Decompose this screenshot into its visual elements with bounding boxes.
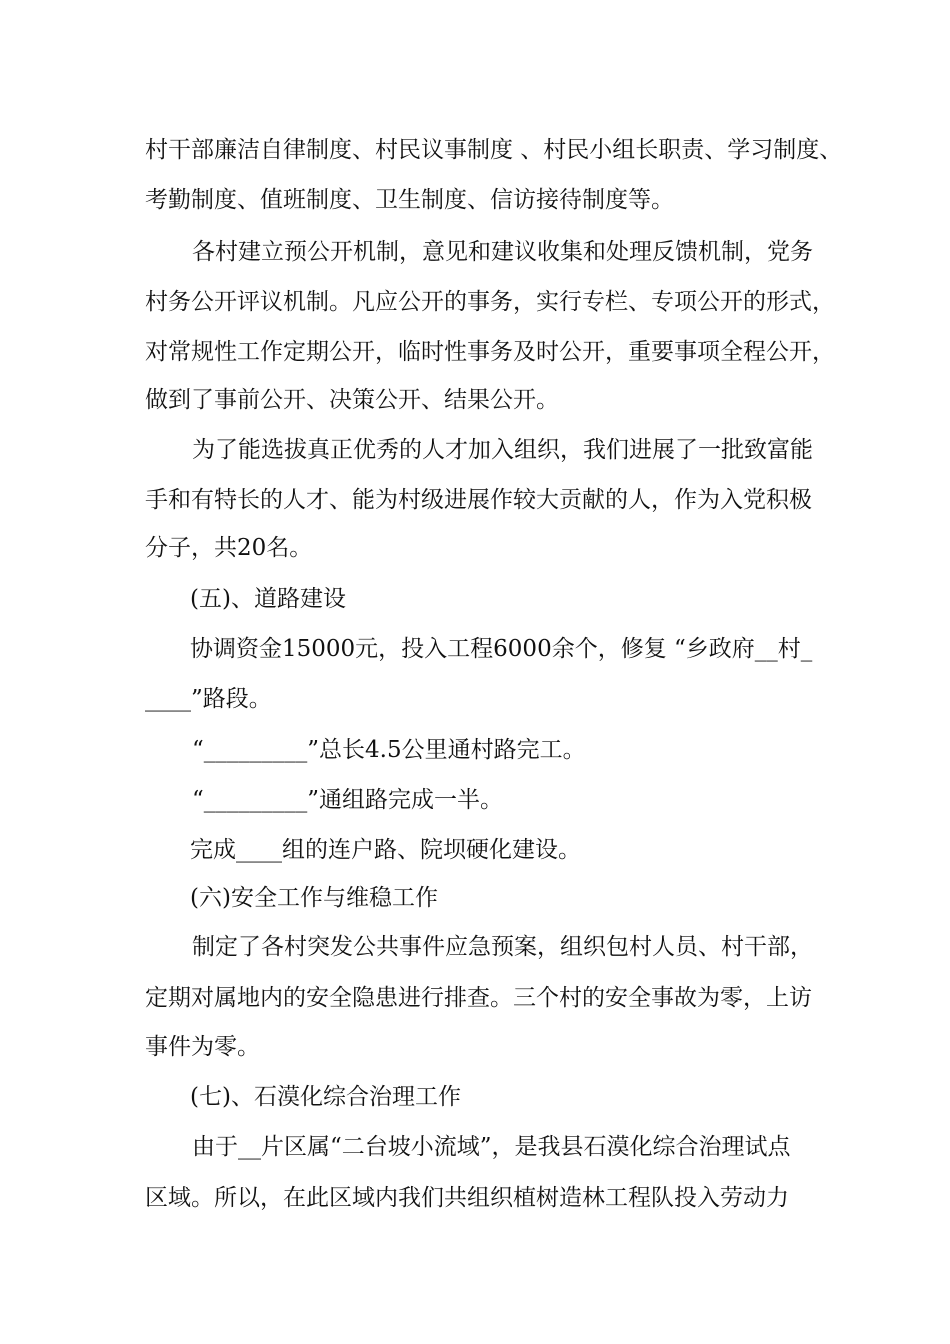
text-line: 制定了各村突发公共事件应急预案，组织包村人员、村干部， [192, 934, 813, 960]
text-line: 各村建立预公开机制，意见和建议收集和处理反馈机制，党务 [192, 239, 813, 265]
text-line: 为了能选拔真正优秀的人才加入组织，我们进展了一批致富能 [192, 437, 813, 463]
text-line: 完成____组的连户路、院坝硬化建设。 [190, 837, 581, 863]
section-heading: (七)、石漠化综合治理工作 [190, 1084, 461, 1110]
text-line: 由于__片区属“二台坡小流域”，是我县石漠化综合治理试点 [192, 1134, 791, 1160]
text-line: 事件为零。 [145, 1034, 260, 1060]
text-line: 考勤制度、值班制度、卫生制度、信访接待制度等。 [145, 187, 674, 213]
text-line: “_________”总长4.5公里通村路完工。 [192, 737, 586, 763]
text-line: 分子，共20名。 [145, 535, 313, 561]
text-line: 协调资金15000元，投入工程6000余个，修复 “乡政府__村_ [190, 636, 813, 662]
section-heading: (六)安全工作与维稳工作 [190, 885, 438, 911]
section-heading: (五)、道路建设 [190, 586, 346, 612]
text-line: 对常规性工作定期公开，临时性事务及时公开，重要事项全程公开， [145, 339, 835, 365]
text-line: 村干部廉洁自律制度、村民议事制度 、村民小组长职责、学习制度、 [145, 137, 843, 163]
text-line: 村务公开评议机制。凡应公开的事务，实行专栏、专项公开的形式， [145, 289, 835, 315]
text-line: 区域。所以，在此区域内我们共组织植树造林工程队投入劳动力 [145, 1185, 789, 1211]
text-line: 做到了事前公开、决策公开、结果公开。 [145, 387, 559, 413]
text-line: ____”路段。 [145, 686, 272, 712]
text-line: 定期对属地内的安全隐患进行排查。三个村的安全事故为零，上访 [145, 985, 812, 1011]
text-line: 手和有特长的人才、能为村级进展作较大贡献的人，作为入党积极 [145, 487, 812, 513]
text-line: “_________”通组路完成一半。 [192, 787, 504, 813]
